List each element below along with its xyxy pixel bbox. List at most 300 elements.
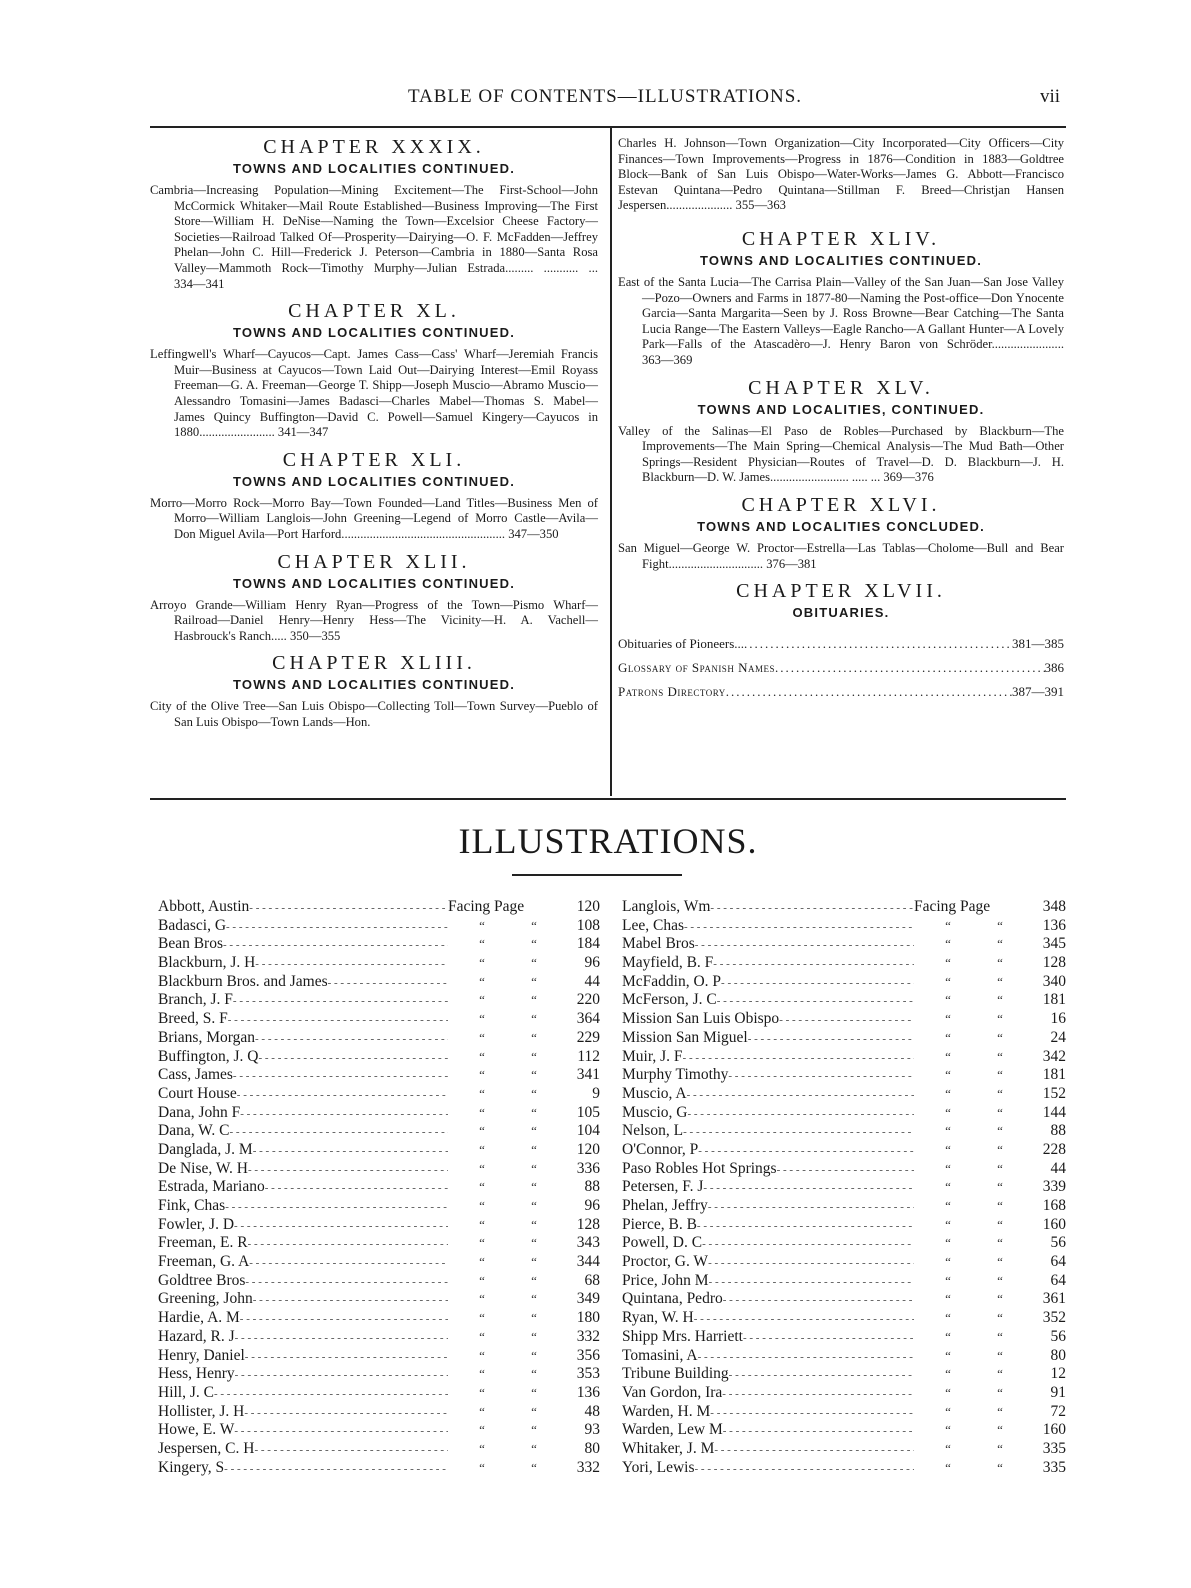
dash-leader [240, 1105, 448, 1124]
illustration-page: 64 [1050, 1271, 1066, 1289]
ditto-marks [914, 1253, 1026, 1272]
ditto-marks [448, 935, 560, 954]
illustration-page: 80 [1050, 1346, 1066, 1364]
illustration-page: 348 [1042, 898, 1066, 915]
dash-leader [684, 918, 914, 937]
ditto-mark: “ [479, 1198, 485, 1213]
ditto-mark: “ [479, 1067, 485, 1083]
ditto-mark: “ [479, 1011, 485, 1027]
illustration-page: 104 [576, 1122, 600, 1140]
ditto-mark: “ [479, 1029, 485, 1045]
illustration-entry [158, 1459, 600, 1478]
toc-right-chapters [618, 228, 1064, 620]
dash-leader [695, 1460, 915, 1479]
illustration-name: Phelan, Jeffry [622, 1197, 708, 1214]
ditto-marks [914, 1440, 1026, 1459]
dash-leader [687, 1086, 914, 1105]
ditto-mark: “ [945, 1291, 951, 1307]
toc-right-column [618, 136, 1064, 704]
illustration-entry [158, 1029, 600, 1048]
ditto-marks [448, 1272, 560, 1291]
dash-leader [224, 1460, 448, 1479]
illustration-name: McFerson, J. C [622, 991, 717, 1009]
ditto-mark: “ [997, 1347, 1003, 1363]
illustration-entry [622, 1085, 1066, 1104]
illustration-entry [622, 1197, 1066, 1216]
chapter-body: City of the Olive Tree—San Luis Obispo—Collecting Toll—Town Survey—Pueblo of San Luis Obispo—Town Lands—Hon. [150, 699, 598, 729]
ditto-marks [914, 1347, 1026, 1366]
illustration-entry [622, 1347, 1066, 1366]
chapter-pages: 350—355 [289, 628, 341, 643]
ditto-marks [914, 1066, 1026, 1085]
ditto-mark: “ [997, 936, 1003, 952]
illustration-name: Warden, H. M [622, 1402, 711, 1420]
illustration-entry [622, 1141, 1066, 1160]
ditto-marks [914, 1048, 1026, 1067]
dash-leader [228, 1011, 448, 1030]
illustration-name: Muscio, A [622, 1084, 687, 1102]
illustration-name: Dana, John F [158, 1103, 241, 1121]
ditto-mark: “ [997, 1403, 1003, 1419]
ditto-mark: “ [945, 1160, 951, 1176]
ditto-mark: “ [945, 1198, 951, 1213]
illustration-page: 344 [576, 1253, 600, 1271]
ditto-mark: “ [997, 1291, 1003, 1307]
chapter-summary [150, 598, 598, 645]
chapter-pages: 369—376 [883, 470, 934, 485]
illustration-entry [622, 1234, 1066, 1253]
illustration-page: 353 [576, 1365, 600, 1383]
dash-leader [255, 955, 448, 974]
illustration-name: Murphy Timothy [622, 1066, 729, 1084]
ditto-mark: “ [997, 1422, 1003, 1438]
illustration-entry [622, 1421, 1066, 1440]
chapter-entry [618, 494, 1064, 572]
dash-leader [234, 1422, 448, 1441]
illustration-entry [158, 1122, 600, 1141]
illustration-name: Whitaker, J. M [622, 1439, 715, 1457]
ditto-marks [914, 1272, 1026, 1291]
ditto-mark: “ [997, 1123, 1003, 1139]
illustration-name: Tribune Building [622, 1365, 729, 1383]
illustration-name: Mission San Miguel [622, 1028, 748, 1046]
ditto-mark: “ [945, 1048, 951, 1064]
ditto-mark: “ [945, 1029, 951, 1045]
ditto-marks [914, 1384, 1026, 1403]
illustration-entry [158, 1216, 600, 1235]
ditto-mark: “ [997, 1254, 1003, 1270]
chapter-entry [618, 580, 1064, 620]
ditto-mark: “ [479, 1179, 485, 1195]
illustration-page: 108 [576, 916, 600, 934]
dash-leader [708, 1198, 914, 1217]
illustration-name: Hardie, A. M [158, 1309, 240, 1327]
illustration-name: Goldtree Bros [158, 1271, 246, 1289]
ditto-mark: “ [945, 917, 951, 933]
illustration-page: 339 [1042, 1178, 1066, 1196]
dash-leader [694, 1310, 914, 1329]
ditto-mark: “ [479, 936, 485, 952]
ditto-mark: “ [997, 973, 1003, 989]
ditto-mark: “ [479, 1291, 485, 1307]
ditto-marks [448, 1010, 560, 1029]
ditto-marks [448, 1085, 560, 1104]
illustration-page: 136 [576, 1383, 600, 1401]
dot-leader [744, 632, 1012, 656]
dash-leader [710, 1404, 914, 1423]
ditto-mark: “ [479, 1048, 485, 1064]
ditto-mark: “ [479, 1440, 485, 1456]
ditto-marks [448, 1440, 560, 1459]
ditto-mark: “ [997, 1029, 1003, 1045]
ditto-mark: “ [479, 1310, 485, 1326]
ditto-mark: “ [531, 1141, 537, 1157]
illustration-entry [158, 1160, 600, 1179]
ditto-marks [448, 1197, 560, 1216]
ditto-marks [914, 1085, 1026, 1104]
chapter-title: CHAPTER XLIV. [741, 227, 941, 250]
ditto-mark: “ [945, 1366, 951, 1382]
page-number: vii [1040, 86, 1061, 107]
chapter-pages: 341—347 [277, 425, 329, 440]
ditto-mark: “ [945, 1067, 951, 1083]
illustration-page: 128 [576, 1215, 600, 1233]
illustration-page: 56 [1050, 1327, 1066, 1345]
ditto-marks [448, 1347, 560, 1366]
ditto-mark: “ [479, 1347, 485, 1363]
facing-page-label: Facing Page [448, 898, 525, 915]
ditto-marks [448, 1253, 560, 1272]
ditto-mark: “ [945, 1179, 951, 1195]
ditto-mark: “ [945, 1123, 951, 1139]
illustration-page: 56 [1050, 1234, 1066, 1252]
ditto-mark: “ [479, 1366, 485, 1382]
dot-leader [726, 680, 1012, 704]
illustration-entry [158, 954, 600, 973]
column-divider [610, 126, 612, 796]
ditto-marks [448, 1048, 560, 1067]
illustration-page: 335 [1042, 1458, 1066, 1476]
illustration-name: Howe, E. W [158, 1421, 235, 1439]
chapter-entry [618, 377, 1064, 486]
illustration-entry [622, 954, 1066, 973]
ditto-mark: “ [945, 1235, 951, 1251]
ditto-mark: “ [531, 955, 537, 971]
illustration-name: Blackburn, J. H [158, 954, 256, 972]
ditto-marks [914, 1029, 1026, 1048]
illustration-page: 24 [1050, 1028, 1066, 1046]
dash-leader [240, 1310, 448, 1329]
ditto-mark: “ [997, 955, 1003, 971]
chapter-entry [618, 228, 1064, 369]
illustration-name: Brians, Morgan [158, 1028, 256, 1046]
ditto-mark: “ [997, 1141, 1003, 1157]
ditto-marks [914, 1365, 1026, 1384]
dash-leader [777, 1161, 914, 1180]
ditto-mark: “ [945, 936, 951, 952]
dash-leader [703, 1179, 914, 1198]
chapter-subtitle: TOWNS AND LOCALITIES CONTINUED. [232, 473, 516, 489]
dash-leader [723, 1291, 914, 1310]
ditto-mark: “ [945, 1384, 951, 1400]
illustration-entry [158, 1272, 600, 1291]
dash-leader [713, 955, 914, 974]
chapter-body: Charles H. Johnson—Town Organization—City Incorporated—City Officers—City Finances—Town Improvements—Progress in 1876—Condition in 1883—Goldtree Block—Bank of San Luis Obispo—Water-Works—James G. Abbott—Francisco Estevan Quintana—Pedro Quintana—Stillman F. Breed—Christjan Hansen Jespersen..................... [618, 136, 1064, 213]
illustration-name: Van Gordon, Ira [622, 1383, 723, 1401]
dash-leader [748, 1030, 914, 1049]
illustration-entry [158, 991, 600, 1010]
illustration-name: Proctor, G. W [622, 1253, 709, 1271]
dash-leader [245, 1273, 448, 1292]
entry-label: Obituaries of Pioneers... [618, 636, 745, 652]
ditto-mark: “ [479, 1123, 485, 1139]
toc-left-column [150, 136, 598, 738]
illustration-entry [158, 1234, 600, 1253]
illustration-page: 336 [576, 1159, 600, 1177]
ditto-mark: “ [531, 1085, 537, 1101]
illustration-name: Ryan, W. H [622, 1309, 694, 1327]
illustration-page: 340 [1042, 972, 1066, 990]
illustration-name: Mission San Luis Obispo [622, 1010, 780, 1028]
illustration-page: 72 [1050, 1402, 1066, 1420]
illustrations-left-column [158, 898, 600, 1477]
entry-label: Glossary of Spanish Names [618, 660, 775, 676]
ditto-marks [914, 1160, 1026, 1179]
ditto-marks [448, 1421, 560, 1440]
illustration-page: 91 [1050, 1383, 1066, 1401]
chapter-body: Valley of the Salinas—El Paso de Robles—Purchased by Blackburn—The Improvements—The Main Spring—Chemical Analysis—The Mud Bath—Other Springs—Resident Physician—Routes of Travel—D. D. Blackburn—J. H. Blackburn—D. W. James......................... ..... ... [618, 423, 1064, 485]
illustration-name: O'Connor, P [622, 1140, 699, 1158]
dash-leader [229, 1123, 448, 1142]
dash-leader [717, 992, 914, 1011]
illustration-name: Branch, J. F [158, 991, 233, 1009]
ditto-mark: “ [479, 1160, 485, 1176]
ditto-mark: “ [531, 917, 537, 933]
illustration-page: 160 [1042, 1215, 1066, 1233]
illustration-page: 96 [584, 1197, 600, 1214]
chapter-entry [150, 551, 598, 645]
illustration-name: Abbott, Austin [158, 898, 250, 915]
ditto-marks [448, 954, 560, 973]
illustration-entry [622, 1048, 1066, 1067]
illustration-entry [622, 1010, 1066, 1029]
illustration-name: Yori, Lewis [622, 1458, 695, 1476]
illustration-entry [622, 1365, 1066, 1384]
illustration-entry [622, 1384, 1066, 1403]
illustration-page: 152 [1042, 1084, 1066, 1102]
illustration-entry [622, 1403, 1066, 1422]
illustration-name: Nelson, L [622, 1122, 684, 1140]
ditto-marks [914, 1328, 1026, 1347]
illustration-name: Hollister, J. H [158, 1402, 245, 1420]
dash-leader [702, 1235, 914, 1254]
chapter-pages: 334—341 [174, 276, 225, 291]
illustration-entry [622, 1272, 1066, 1291]
dash-leader [249, 899, 448, 918]
dash-leader [695, 936, 914, 955]
illustration-entry [158, 898, 600, 917]
dash-leader [698, 1142, 914, 1161]
illustration-page: 105 [576, 1103, 600, 1121]
illustration-entry [622, 1066, 1066, 1085]
ditto-mark: “ [997, 1198, 1003, 1213]
ditto-marks [914, 917, 1026, 936]
ditto-mark: “ [997, 1104, 1003, 1120]
illustration-entry [622, 1104, 1066, 1123]
ditto-mark: “ [945, 1011, 951, 1027]
chapter-continuation [618, 136, 1064, 214]
chapter-subtitle: TOWNS AND LOCALITIES CONTINUED. [232, 161, 516, 176]
illustration-page: 44 [584, 972, 600, 990]
illustrations-heading: ILLUSTRATIONS. [458, 821, 758, 861]
ditto-mark: “ [479, 992, 485, 1008]
ditto-marks [914, 1216, 1026, 1235]
chapter-summary [618, 275, 1064, 369]
dash-leader [714, 1441, 914, 1460]
dot-leader [775, 656, 1045, 680]
ditto-marks [914, 1421, 1026, 1440]
dash-leader [233, 1067, 448, 1086]
chapter-title: CHAPTER XLI. [282, 448, 466, 471]
ditto-marks [448, 1234, 560, 1253]
illustration-entry [158, 1104, 600, 1123]
ditto-mark: “ [531, 1067, 537, 1083]
ditto-mark: “ [531, 1160, 537, 1176]
dash-leader [779, 1011, 914, 1030]
ditto-marks [448, 1459, 560, 1478]
ditto-mark: “ [531, 1048, 537, 1064]
illustration-name: Greening, John [158, 1290, 253, 1308]
dash-leader [248, 1161, 448, 1180]
toc-end-entry [618, 656, 1064, 680]
illustration-page: 343 [576, 1234, 600, 1252]
dash-leader [226, 918, 448, 937]
illustration-page: 44 [1050, 1159, 1066, 1177]
illustration-page: 68 [584, 1271, 600, 1289]
illustration-entry [158, 917, 600, 936]
chapter-subtitle: TOWNS AND LOCALITIES, CONTINUED. [697, 401, 985, 417]
dash-leader [244, 1404, 448, 1423]
illustration-name: Quintana, Pedro [622, 1290, 723, 1308]
chapter-body: Cambria—Increasing Population—Mining Excitement—The First-School—John McCormick Whitaker—Mail Route Established—Business Improving—The First Store—William H. DeNise—Naming the Town—Excelsior Cheese Factory—Societies—Railroad Talked Of—Prosperity—Dairying—O. F. McFadden—Jeffrey Phelan—John C. Hill—Frederick J. Peterson—Cambria in 1880—Santa Rosa Valley—Mammoth Rock—Timothy Murphy—Julian Estrada......... ........... ... [150, 183, 598, 275]
illustration-entry [622, 1309, 1066, 1328]
ditto-marks [914, 1141, 1026, 1160]
illustration-page: 180 [576, 1309, 600, 1327]
ditto-mark: “ [531, 1104, 537, 1120]
ditto-mark: “ [531, 1366, 537, 1382]
chapter-subtitle: TOWNS AND LOCALITIES CONTINUED. [232, 677, 516, 693]
ditto-marks [914, 1122, 1026, 1141]
illustration-name: Henry, Daniel [158, 1346, 245, 1364]
illustration-entry [158, 1066, 600, 1085]
ditto-mark: “ [945, 1272, 951, 1288]
chapter-pages: 355—363 [735, 198, 786, 213]
ditto-mark: “ [531, 1291, 537, 1307]
ditto-mark: “ [945, 1440, 951, 1456]
ditto-marks [448, 1066, 560, 1085]
illustration-page: 352 [1042, 1309, 1066, 1327]
illustration-entry [622, 1290, 1066, 1309]
illustration-entry [158, 1309, 600, 1328]
ditto-marks [448, 1365, 560, 1384]
illustration-entry [622, 1029, 1066, 1048]
illustration-page: 229 [576, 1028, 600, 1046]
illustration-page: 181 [1042, 1066, 1066, 1084]
dash-leader [237, 1086, 448, 1105]
ditto-mark: “ [479, 1384, 485, 1400]
chapter-title: CHAPTER XLIII. [272, 652, 476, 675]
illustration-entry [158, 935, 600, 954]
ditto-marks [914, 1197, 1026, 1216]
dash-leader [225, 1198, 448, 1217]
illustration-page: 168 [1042, 1197, 1066, 1214]
ditto-marks [914, 1290, 1026, 1309]
ditto-mark: “ [479, 917, 485, 933]
chapter-entry [150, 300, 598, 441]
illustration-entry [622, 1122, 1066, 1141]
ditto-mark: “ [479, 955, 485, 971]
ditto-marks [448, 991, 560, 1010]
illustration-name: Muir, J. F [622, 1047, 683, 1065]
illustration-entry [622, 991, 1066, 1010]
ditto-marks [448, 1122, 560, 1141]
ditto-marks [914, 1104, 1026, 1123]
ditto-mark: “ [479, 1104, 485, 1120]
illustration-entry [158, 1141, 600, 1160]
dash-leader [328, 974, 448, 993]
ditto-mark: “ [531, 992, 537, 1008]
ditto-mark: “ [945, 1216, 951, 1232]
illustration-name: Jespersen, C. H [158, 1439, 255, 1457]
ditto-marks [914, 973, 1026, 992]
running-title: TABLE OF CONTENTS—ILLUSTRATIONS. [407, 86, 803, 107]
illustration-entry [158, 1347, 600, 1366]
illustration-entry [622, 1253, 1066, 1272]
chapter-summary [150, 699, 598, 730]
illustration-page: 332 [576, 1327, 600, 1345]
chapter-title: CHAPTER XLVI. [741, 493, 941, 516]
chapter-title: CHAPTER XL. [288, 300, 460, 323]
ditto-marks [448, 1160, 560, 1179]
chapter-title: CHAPTER XXXIX. [263, 136, 485, 158]
chapter-body: East of the Santa Lucia—The Carrisa Plain—Valley of the San Juan—San Jose Valley—Pozo—Owners and Farms in 1877-80—Naming the Post-office—Don Ynocente Garcia—Santa Margarita—Seen by J. Ross Browne—Bear Catching—The Santa Lucia Range—The Eastern Valleys—Eagle Rancho—A Gallant Hunter—A Lovely Park—Falls of the Atascadèro—J. Henry Baron von Schröder....................... [618, 274, 1064, 352]
illustration-name: Price, John M [622, 1271, 709, 1289]
chapter-subtitle: TOWNS AND LOCALITIES CONCLUDED. [697, 518, 985, 534]
illustration-entry [158, 1197, 600, 1216]
ditto-mark: “ [531, 1384, 537, 1400]
toc-bottom-rule [150, 798, 1066, 800]
ditto-mark: “ [479, 1403, 485, 1419]
illustration-entry [622, 935, 1066, 954]
ditto-mark: “ [945, 1254, 951, 1270]
ditto-mark: “ [997, 1011, 1003, 1027]
dash-leader [258, 1049, 448, 1068]
illustration-entry [158, 1440, 600, 1459]
illustration-name: Paso Robles Hot Springs [622, 1159, 777, 1177]
dash-leader [233, 992, 448, 1011]
illustration-page: 342 [1042, 1047, 1066, 1065]
illustration-entry [158, 1010, 600, 1029]
illustration-entry [622, 917, 1066, 936]
dash-leader [254, 1441, 448, 1460]
ditto-marks [448, 1029, 560, 1048]
illustration-page: 120 [576, 1140, 600, 1158]
illustration-entry [158, 1085, 600, 1104]
illustration-name: Dana, W. C [158, 1122, 230, 1140]
ditto-marks [914, 954, 1026, 973]
illustration-name: Hess, Henry [158, 1365, 235, 1383]
dash-leader [255, 1030, 448, 1049]
